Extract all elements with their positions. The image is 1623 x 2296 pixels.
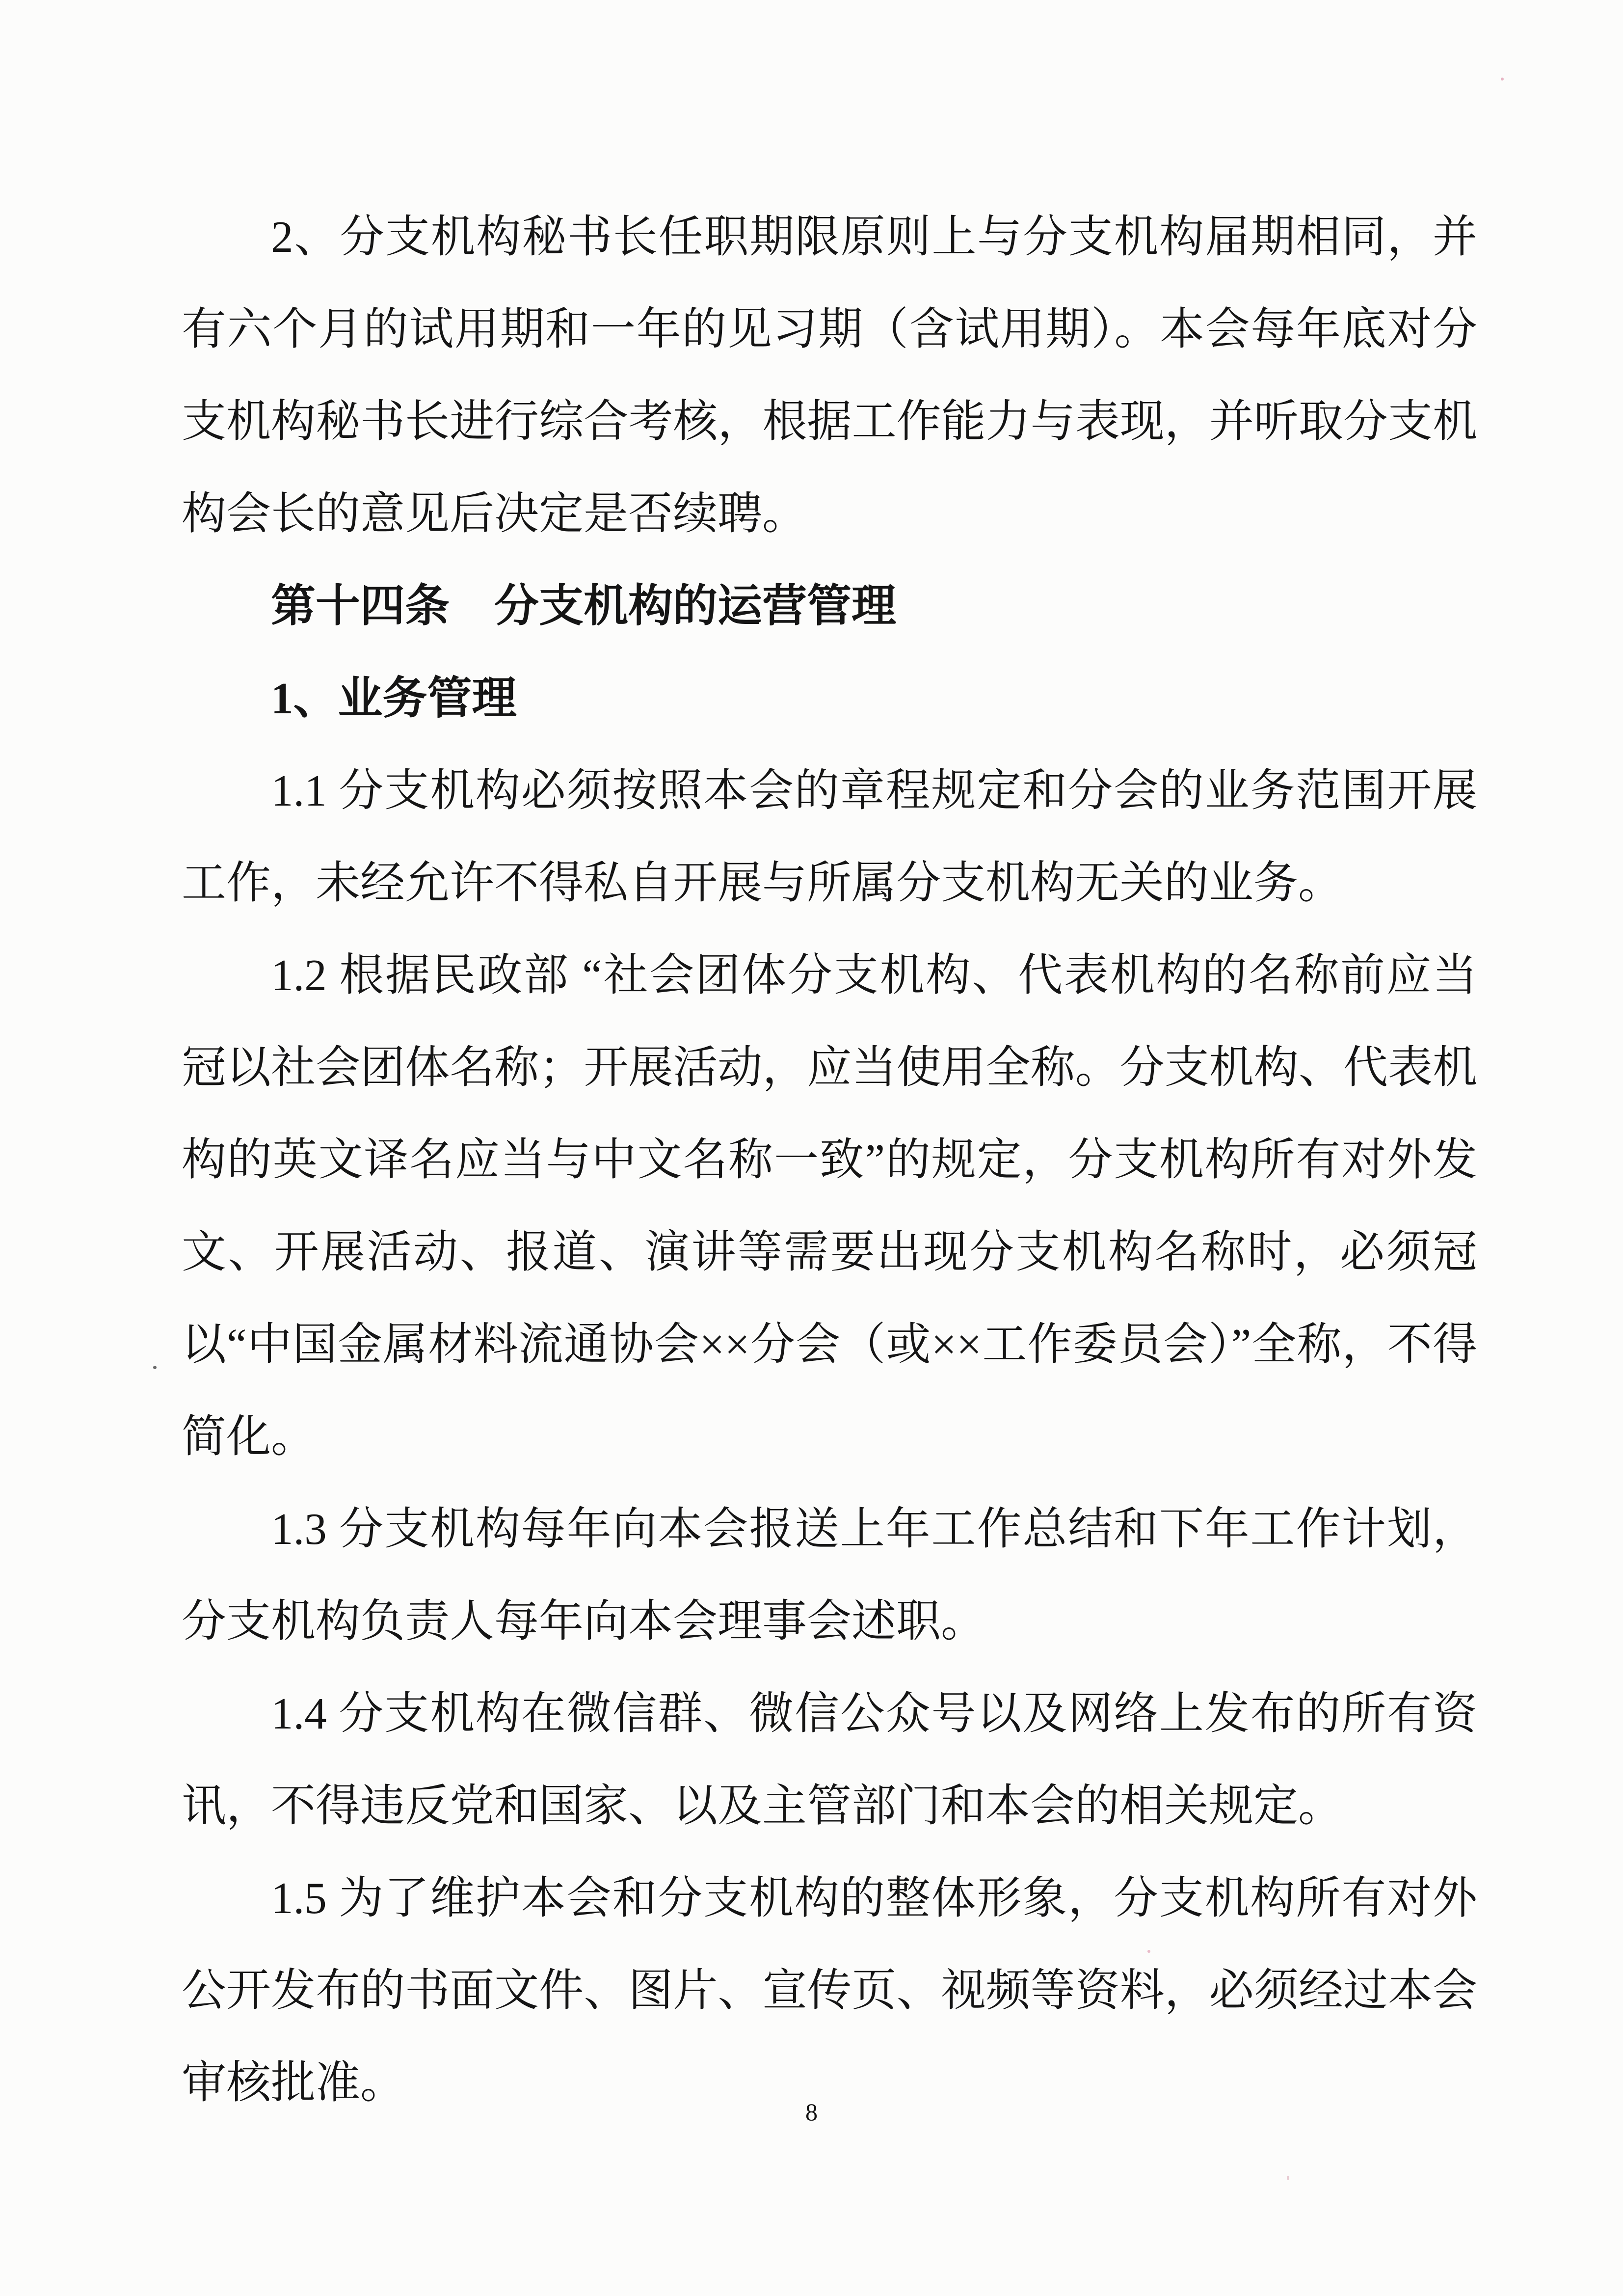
para-clause-1-5: 1.5 为了维护本会和分支机构的整体形象，分支机构所有对外公开发布的书面文件、图片、宣传页、视频等资料，必须经过本会审核批准。 — [182, 1873, 1477, 2107]
para-clause-1-3: 1.3 分支机构每年向本会报送上年工作总结和下年工作计划，分支机构负责人每年向本会理事会述职。 — [182, 1504, 1477, 1646]
scan-artifact-speck — [1147, 1950, 1150, 1953]
para-clause-1-2: 1.2 根据民政部 “社会团体分支机构、代表机构的名称前应当冠以社会团体名称；开展活动，应当使用全称。分支机构、代表机构的英文译名应当与中文名称一致”的规定，分支机构所有对外发文、开展活动、报道、演讲等需要出现分支机构名称时，必须冠以“中国金属材料流通协会××分会（或××工作委员会）”全称，不得简化。 — [182, 950, 1477, 1461]
para-clause-1-4: 1.4 分支机构在微信群、微信公众号以及网络上发布的所有资讯，不得违反党和国家、以及主管部门和本会的相关规定。 — [182, 1689, 1477, 1831]
para-secretary-term: 2、分支机构秘书长任职期限原则上与分支机构届期相同，并有六个月的试用期和一年的见习期（含试用期）。本会每年底对分支机构秘书长进行综合考核，根据工作能力与表现，并听取分支机构会长的意见后决定是否续聘。 — [182, 212, 1477, 539]
page-number: 8 — [805, 2098, 818, 2126]
heading-business-management: 1、业务管理 — [271, 674, 517, 723]
document-body — [182, 191, 1477, 2129]
scan-artifact-dot — [153, 1366, 157, 1369]
scan-artifact-speck — [1287, 2176, 1289, 2180]
para-clause-1-1: 1.1 分支机构必须按照本会的章程规定和分会的业务范围开展工作，未经允许不得私自开展与所属分支机构无关的业务。 — [182, 766, 1477, 908]
scan-artifact-speck — [1501, 78, 1504, 81]
heading-article-14: 第十四条 分支机构的运营管理 — [271, 581, 897, 631]
